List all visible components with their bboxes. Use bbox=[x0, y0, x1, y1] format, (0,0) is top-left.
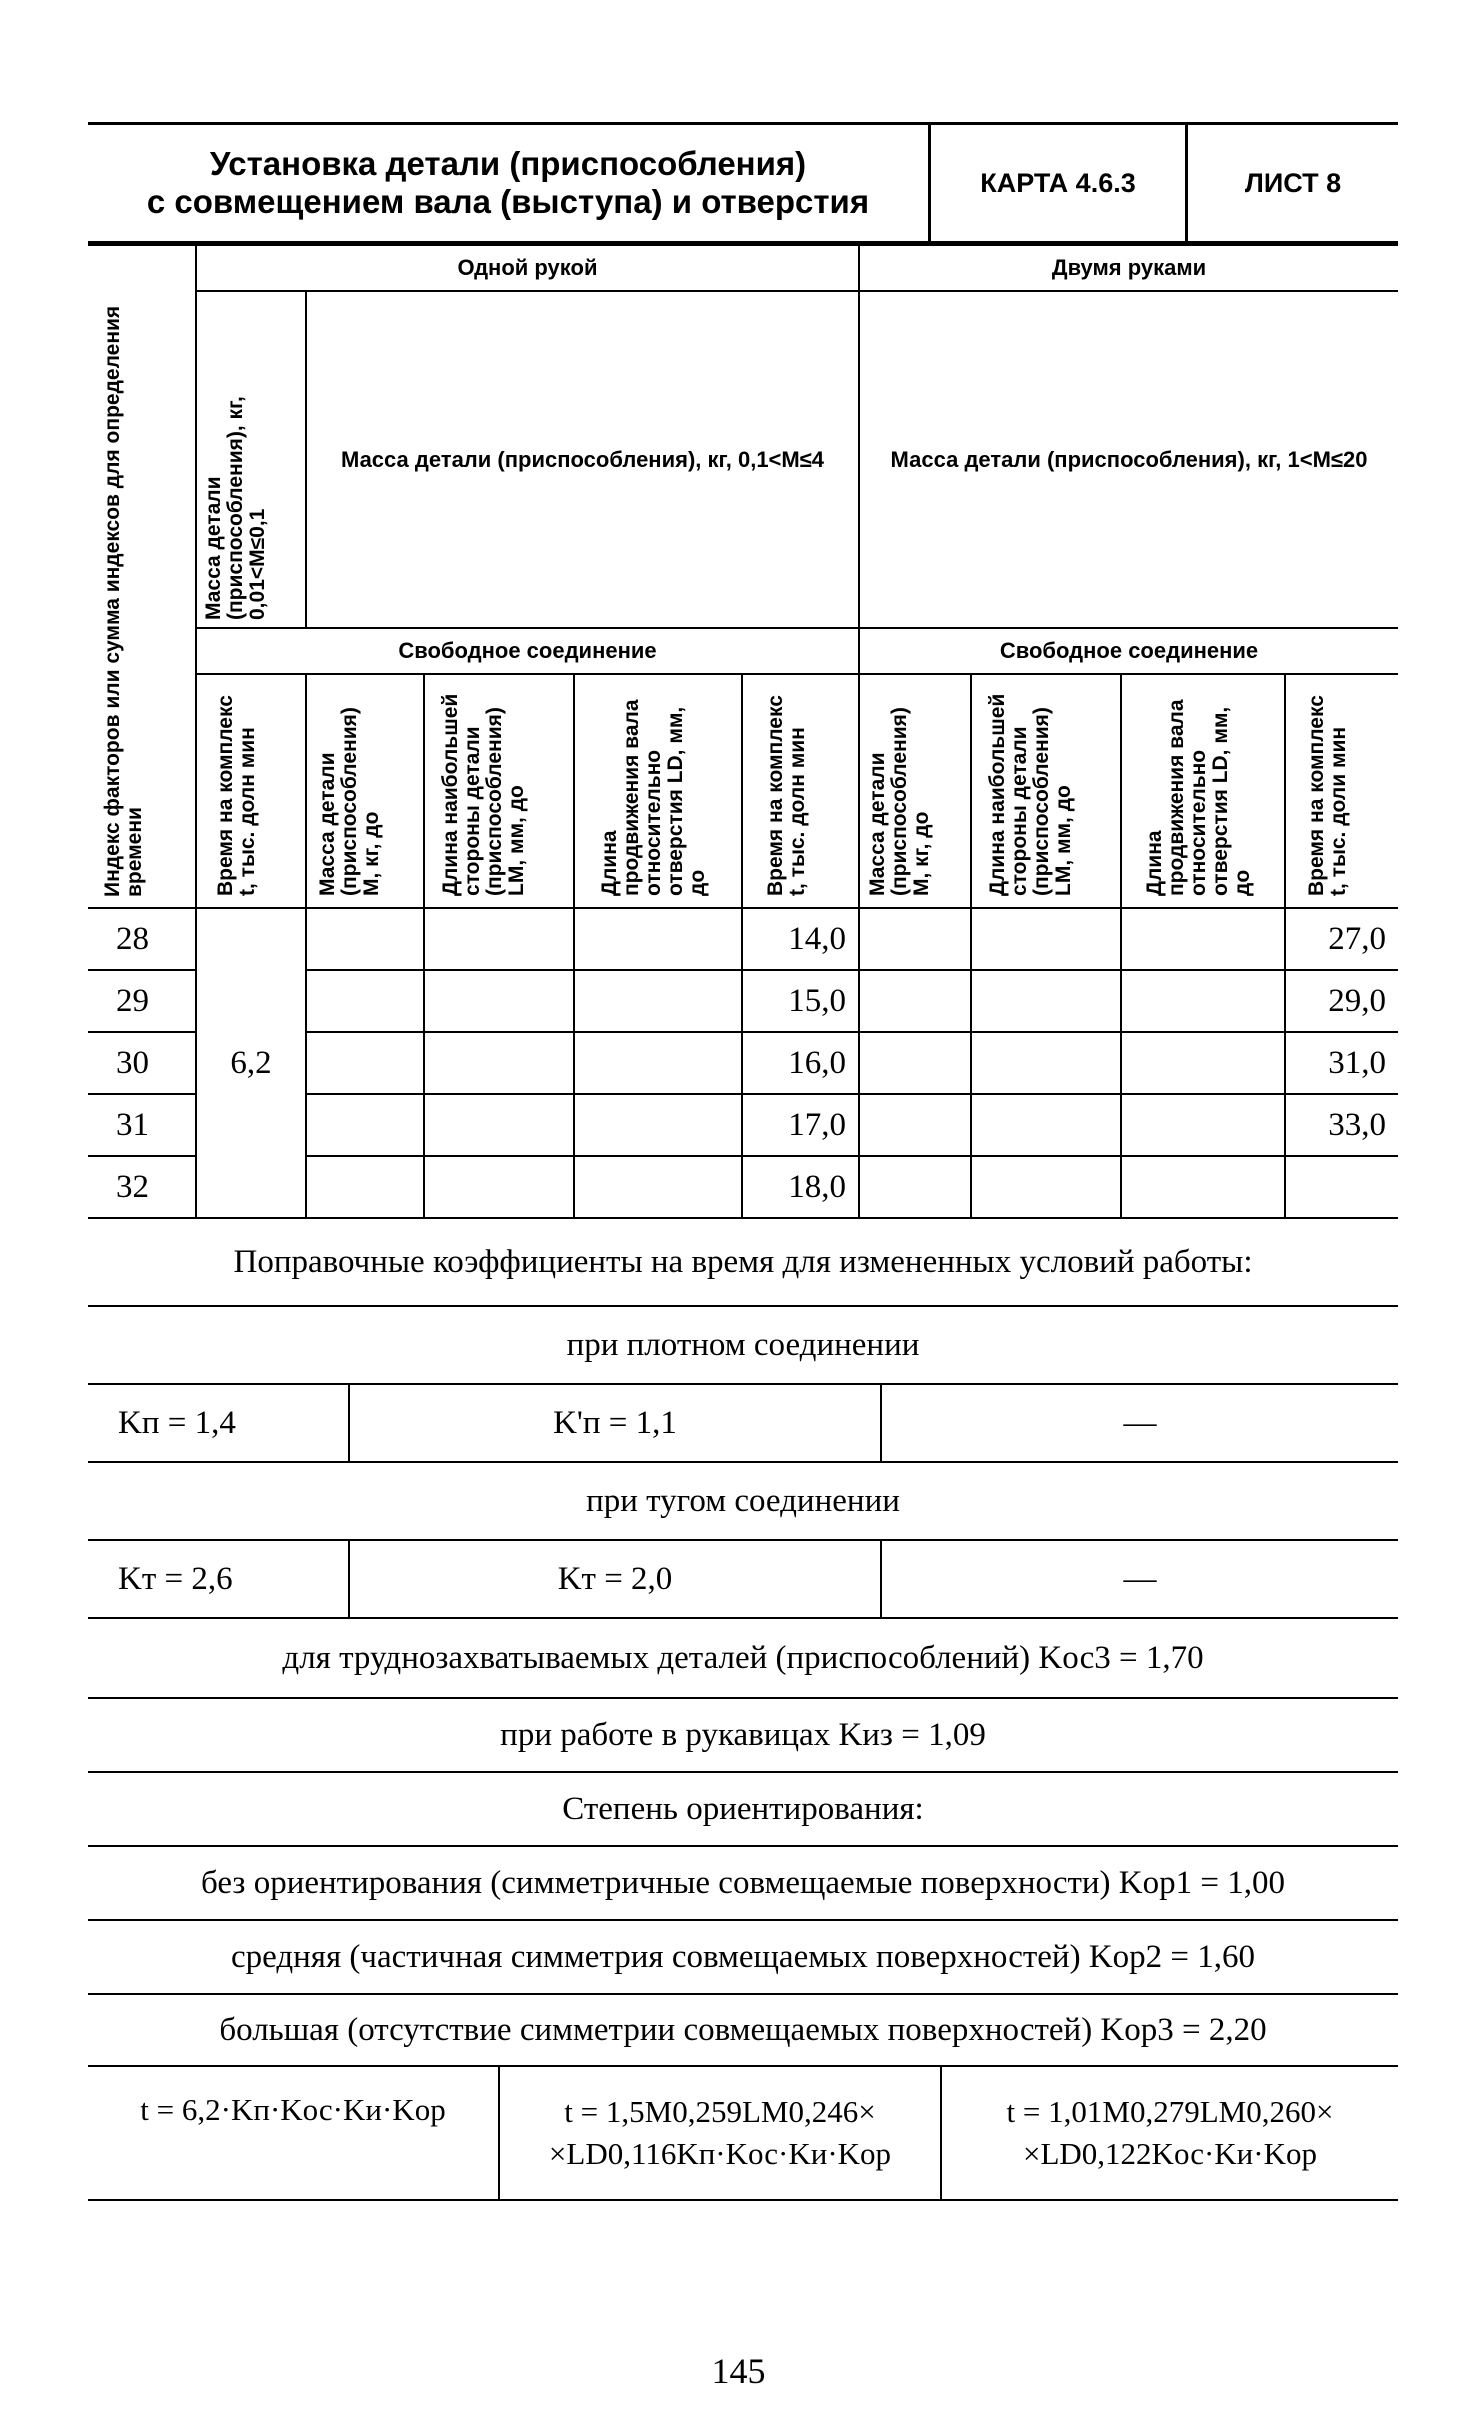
row-index: 28 bbox=[88, 908, 196, 970]
formula-1-text: t = 6,2·Kп·Kос·Kи·Kор bbox=[140, 2092, 446, 2127]
coefficients-section bbox=[88, 1219, 1398, 2065]
row-time-2: 15,0 bbox=[742, 970, 859, 1032]
row-time-2: 17,0 bbox=[742, 1094, 859, 1156]
col-length-2-cell bbox=[971, 674, 1121, 908]
formula-2 bbox=[500, 2067, 942, 2199]
col-mass-1-cell bbox=[306, 674, 424, 908]
gloves-coefficient: при работе в рукавицах Kиз = 1,09 bbox=[88, 1699, 1398, 1773]
col-mass-2: Масса детали (приспособления) M, кг, до bbox=[866, 707, 934, 896]
page-number: 145 bbox=[711, 2351, 766, 2391]
col-time-1-cell bbox=[196, 674, 306, 908]
formula-1 bbox=[88, 2067, 500, 2199]
row-time-3: 31,0 bbox=[1285, 1032, 1398, 1094]
tight-k1: Kт = 2,6 bbox=[88, 1541, 350, 1617]
hard-grip-coefficient: для труднозахватываемых деталей (приспособлений) Kос3 = 1,70 bbox=[88, 1619, 1398, 1699]
row-index: 32 bbox=[88, 1156, 196, 1218]
formula-2-line1: t = 1,5M0,259LM0,246× bbox=[564, 2094, 876, 2129]
table-row bbox=[88, 908, 1398, 970]
row-time-3: 27,0 bbox=[1285, 908, 1398, 970]
card-number: КАРТА 4.6.3 bbox=[928, 125, 1185, 241]
mass-small-cell bbox=[196, 291, 306, 628]
col-time-2-cell bbox=[742, 674, 859, 908]
row-time-2: 18,0 bbox=[742, 1156, 859, 1218]
dense-connection-values bbox=[88, 1385, 1398, 1463]
group-two-hands: Двумя руками bbox=[859, 245, 1398, 291]
dense-connection-title: при плотном соединении bbox=[88, 1307, 1398, 1385]
orientation-none: без ориентирования (симметричные совмещаемые поверхности) Kор1 = 1,00 bbox=[88, 1847, 1398, 1921]
dense-k1: Kп = 1,4 bbox=[88, 1385, 350, 1461]
row-time-3 bbox=[1285, 1156, 1398, 1218]
dense-k3: — bbox=[1123, 1404, 1157, 1441]
sheet-number: ЛИСТ 8 bbox=[1185, 125, 1398, 241]
card-title-line1: Установка детали (приспособления) bbox=[209, 145, 807, 182]
formulas-row bbox=[88, 2065, 1398, 2201]
index-header: Индекс факторов или сумма индексов для определения времени bbox=[100, 305, 146, 897]
col-length-1: Длина наибольшей стороны детали (приспособления) LM, мм, до bbox=[439, 693, 528, 896]
row-time-3: 33,0 bbox=[1285, 1094, 1398, 1156]
formula-3-line2: ×LD0,122Kос·Kи·Kор bbox=[1023, 2136, 1317, 2171]
orientation-high: большая (отсутствие симметрии совмещаемых поверхностей) Kор3 = 2,20 bbox=[219, 2011, 1267, 2048]
row-time-2: 14,0 bbox=[742, 908, 859, 970]
tight-connection-values bbox=[88, 1541, 1398, 1619]
col-mass-2-cell bbox=[859, 674, 971, 908]
mass-two-hands-header: Масса детали (приспособления), кг, 1<M≤20 bbox=[859, 291, 1398, 628]
card-title bbox=[88, 125, 928, 241]
col-advance-2: Длина продвижения вала относительно отверстия LD, мм, до bbox=[1143, 699, 1255, 896]
time-norms-table bbox=[88, 244, 1398, 1219]
mass-small-header: Масса детали (приспособления), кг, 0,01<M≤0,1 bbox=[202, 395, 269, 620]
row-index: 29 bbox=[88, 970, 196, 1032]
col-time-2: Время на комплекс t, тыс. долн мин bbox=[763, 695, 809, 896]
mass-one-hand-header: Масса детали (приспособления), кг, 0,1<M≤4 bbox=[306, 291, 859, 628]
col-advance-2-cell bbox=[1121, 674, 1285, 908]
card-title-line2: с совмещением вала (выступа) и отверстия bbox=[146, 183, 870, 220]
row-time-3: 29,0 bbox=[1285, 970, 1398, 1032]
formula-3 bbox=[942, 2067, 1398, 2199]
index-header-cell bbox=[88, 245, 196, 908]
row-index: 31 bbox=[88, 1094, 196, 1156]
formula-2-line2: ×LD0,116Kп·Kос·Kи·Kор bbox=[548, 2136, 892, 2171]
col-advance-1-cell bbox=[574, 674, 742, 908]
card-header bbox=[88, 122, 1398, 244]
col-advance-1: Длина продвижения вала относительно отверстия LD, мм, до bbox=[598, 699, 709, 896]
merged-time-value: 6,2 bbox=[196, 908, 306, 1218]
free-connection-1: Свободное соединение bbox=[196, 628, 859, 674]
col-time-1: Время на комплекс t, тыс. долн мин bbox=[214, 695, 259, 896]
col-mass-1: Масса детали (приспособления) M, кг, до bbox=[316, 707, 383, 896]
coefficients-title: Поправочные коэффициенты на время для измененных условий работы: bbox=[88, 1219, 1398, 1307]
free-connection-2: Свободное соединение bbox=[859, 628, 1398, 674]
group-one-hand: Одной рукой bbox=[196, 245, 859, 291]
tight-connection-title: при тугом соединении bbox=[88, 1463, 1398, 1541]
tight-k3: — bbox=[1123, 1560, 1157, 1597]
dense-k2: K'п = 1,1 bbox=[350, 1385, 882, 1461]
row-time-2: 16,0 bbox=[742, 1032, 859, 1094]
col-time-3-cell bbox=[1285, 674, 1398, 908]
col-length-2: Длина наибольшей стороны детали (приспособления) LM, мм, до bbox=[986, 693, 1076, 896]
formula-3-line1: t = 1,01M0,279LM0,260× bbox=[1006, 2094, 1334, 2129]
col-length-1-cell bbox=[424, 674, 574, 908]
orientation-title: Степень ориентирования: bbox=[88, 1773, 1398, 1847]
orientation-mid: средняя (частичная симметрия совмещаемых поверхностей) Kор2 = 1,60 bbox=[88, 1921, 1398, 1995]
tight-k2: Kт = 2,0 bbox=[350, 1541, 882, 1617]
document-page bbox=[88, 122, 1398, 2201]
row-index: 30 bbox=[88, 1032, 196, 1094]
col-time-3: Время на комплекс t, тыс. доли мин bbox=[1305, 695, 1351, 896]
